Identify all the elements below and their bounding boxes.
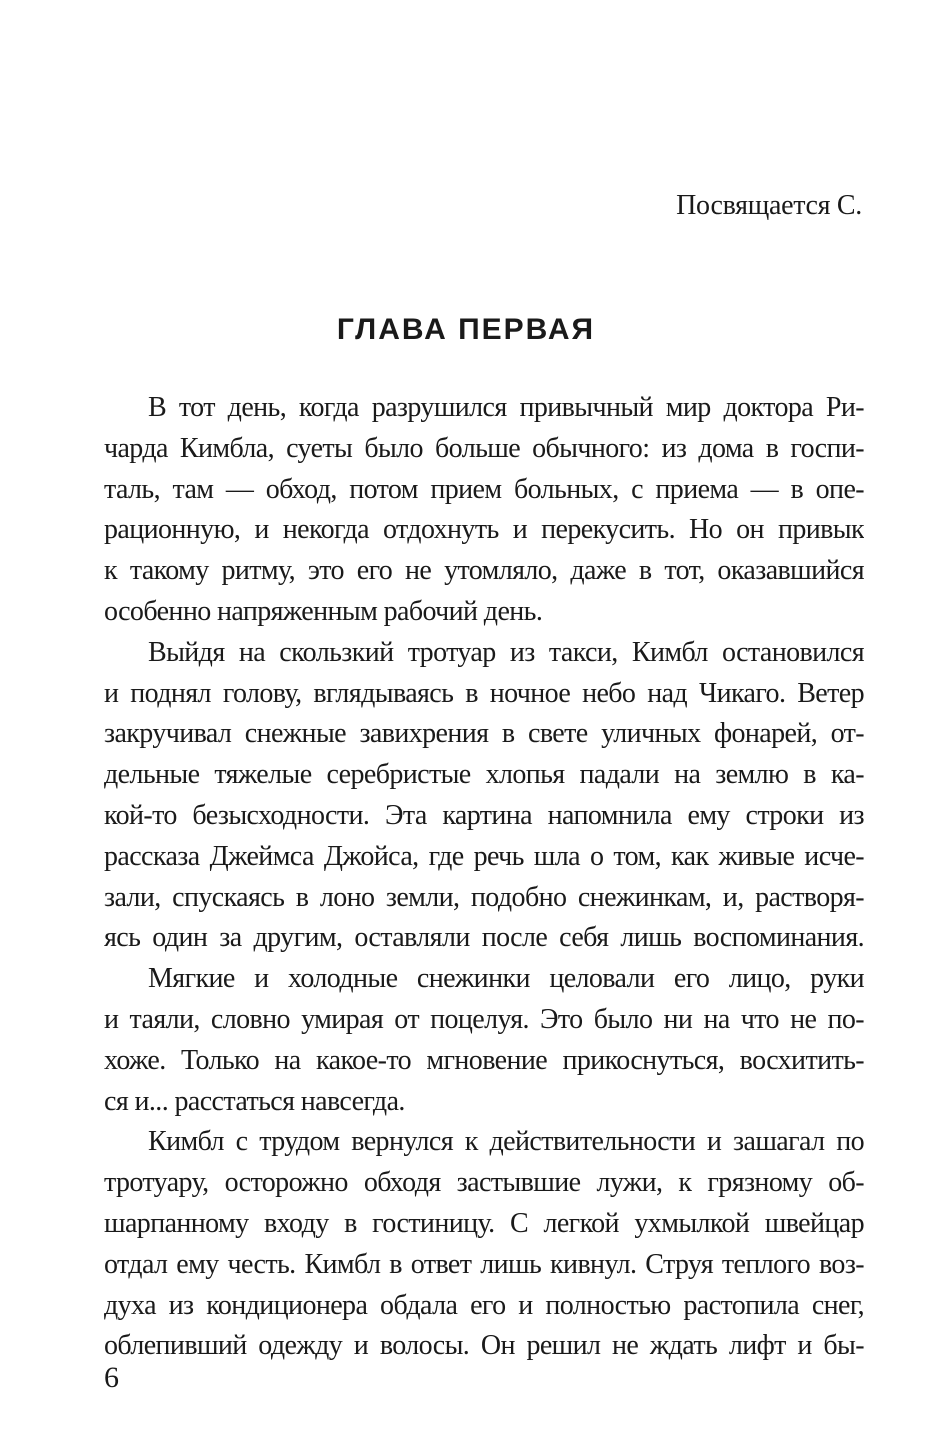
text-line: особенно напряженным рабочий день. (104, 595, 543, 627)
paragraph (104, 388, 864, 633)
text-line: шарпанному входу в гостиницу. С легкой ухмылкой швейцар (104, 1207, 864, 1239)
text-line: духа из кондиционера обдала его и полностью растопила снег, (104, 1289, 864, 1321)
paragraph (104, 633, 864, 959)
text-line: отдал ему честь. Кимбл в ответ лишь кивнул. Струя теплого воз- (104, 1248, 864, 1280)
text-line: В тот день, когда разрушился привычный мир доктора Ри- (148, 392, 864, 423)
text-line: ся и... расстаться навсегда. (104, 1085, 405, 1117)
text-line: зали, спускаясь в лоно земли, подобно снежинкам, и, растворя- (104, 881, 864, 913)
text-line: рассказа Джеймса Джойса, где речь шла о том, как живые исче- (104, 840, 864, 872)
text-line: дельные тяжелые серебристые хлопья падали на землю в ка- (104, 759, 864, 791)
text-line: хоже. Только на какое-то мгновение прикоснуться, восхитить- (104, 1044, 864, 1076)
text-line: Кимбл с трудом вернулся к действительности и зашагал по (148, 1126, 864, 1158)
text-line: таль, там — обход, потом прием больных, с приема — в опе- (104, 473, 864, 505)
paragraph (104, 959, 864, 1122)
text-line: Выйдя на скользкий тротуар из такси, Кимбл остановился (148, 636, 864, 668)
chapter-title: ГЛАВА ПЕРВАЯ (336, 313, 596, 346)
dedication: Посвящается С. (676, 190, 862, 221)
text-line: облепивший одежду и волосы. Он решил не ждать лифт и бы- (104, 1330, 864, 1362)
text-line: чарда Кимбла, суеты было больше обычного: из дома в госпи- (104, 432, 864, 464)
paragraph (104, 1122, 864, 1367)
text-line: рационную, и некогда отдохнуть и перекусить. Но он привык (104, 514, 864, 546)
page-number: 6 (104, 1361, 119, 1394)
text-line: ясь один за другим, оставляли после себя лишь воспоминания. (104, 922, 864, 954)
chapter-body (104, 388, 864, 1367)
text-line: закручивал снежные завихрения в свете уличных фонарей, от- (104, 718, 864, 750)
text-line: Мягкие и холодные снежинки целовали его лицо, руки (148, 963, 864, 995)
text-line: кой-то безысходности. Эта картина напомнила ему строки из (104, 799, 864, 831)
text-line: к такому ритму, это его не утомляло, даже в тот, оказавшийся (104, 555, 864, 587)
text-line: и поднял голову, вглядываясь в ночное небо над Чикаго. Ветер (104, 677, 864, 709)
text-line: и таяли, словно умирая от поцелуя. Это было ни на что не по- (104, 1003, 864, 1035)
text-line: тротуару, осторожно обходя застывшие лужи, к грязному об- (104, 1167, 864, 1199)
